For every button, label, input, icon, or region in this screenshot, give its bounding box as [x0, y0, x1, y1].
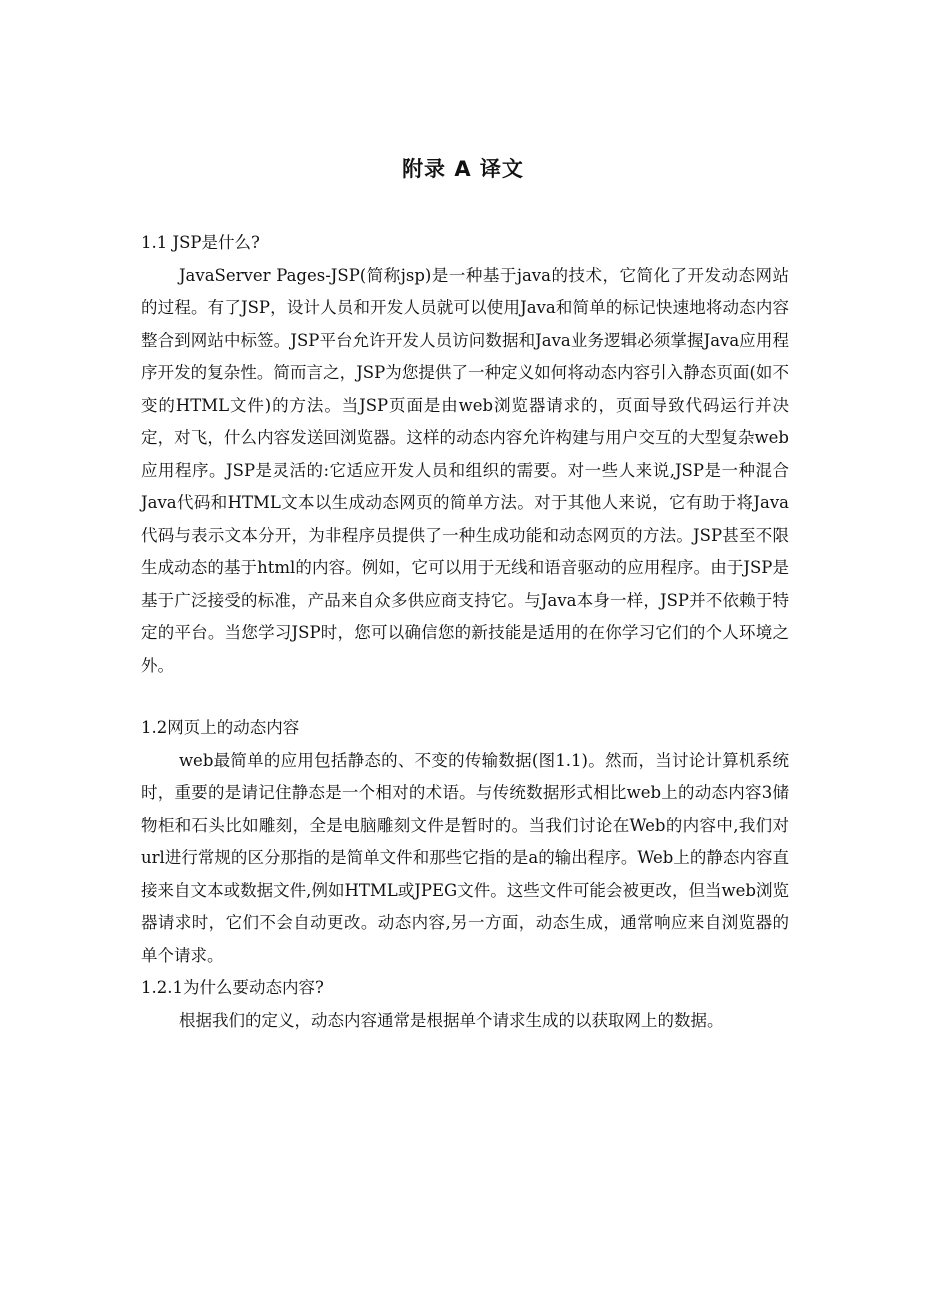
page-title: 附录 A 译文 [402, 157, 524, 181]
section-paragraph-1-1: JavaServer Pages-JSP(简称jsp)是一种基于java的技术，它简化了开发动态网站的过程。有了JSP，设计人员和开发人员就可以使用Java和简单的标记快速地将动态内容整合到网站中标签。JSP平台允许开发人员访问数据和Java业务逻辑必须掌握Java应用程序开发的复杂性。简而言之，JSP为您提供了一种定义如何将动态内容引入静态页面(如不变的HTML文件)的方法。当JSP页面是由web浏览器请求的，页面导致代码运行并决定，对飞，什么内容发送回浏览器。这样的动态内容允许构建与用户交互的大型复杂web应用程序。JSP是灵活的:它适应开发人员和组织的需要。对一些人来说,JSP是一种混合Java代码和HTML文本以生成动态网页的简单方法。对于其他人来说，它有助于将Java代码与表示文本分开，为非程序员提供了一种生成功能和动态网页的方法。JSP甚至不限生成动态的基于html的内容。例如，它可以用于无线和语音驱动的应用程序。由于JSP是基于广泛接受的标准，产品来自众多供应商支持它。与Java本身一样，JSP并不依赖于特定的平台。当您学习JSP时，您可以确信您的新技能是适用的在你学习它们的个人环境之外。 [141, 265, 789, 675]
document-body [141, 227, 789, 1037]
section-paragraph-1-2-1: 根据我们的定义，动态内容通常是根据单个请求生成的以获取网上的数据。 [178, 1010, 724, 1030]
section-heading-1-2-1: 1.2.1为什么要动态内容? [141, 978, 324, 997]
section-paragraph-1-2: web最简单的应用包括静态的、不变的传输数据(图1.1)。然而，当讨论计算机系统时，重要的是请记住静态是一个相对的术语。与传统数据形式相比web上的动态内容3储物柜和石头比如雕刻，全是电脑雕刻文件是暂时的。当我们讨论在Web的内容中,我们对url进行常规的区分那指的是简单文件和那些它指的是a的输出程序。Web上的静态内容直接来自文本或数据文件,例如HTML或JPEG文件。这些文件可能会被更改，但当web浏览器请求时，它们不会自动更改。动态内容,另一方面，动态生成，通常响应来自浏览器的单个请求。 [141, 750, 789, 965]
section-spacer [141, 682, 789, 712]
section-heading-1-1: 1.1 JSP是什么? [141, 233, 260, 252]
section-heading-1-2: 1.2网页上的动态内容 [141, 718, 300, 737]
